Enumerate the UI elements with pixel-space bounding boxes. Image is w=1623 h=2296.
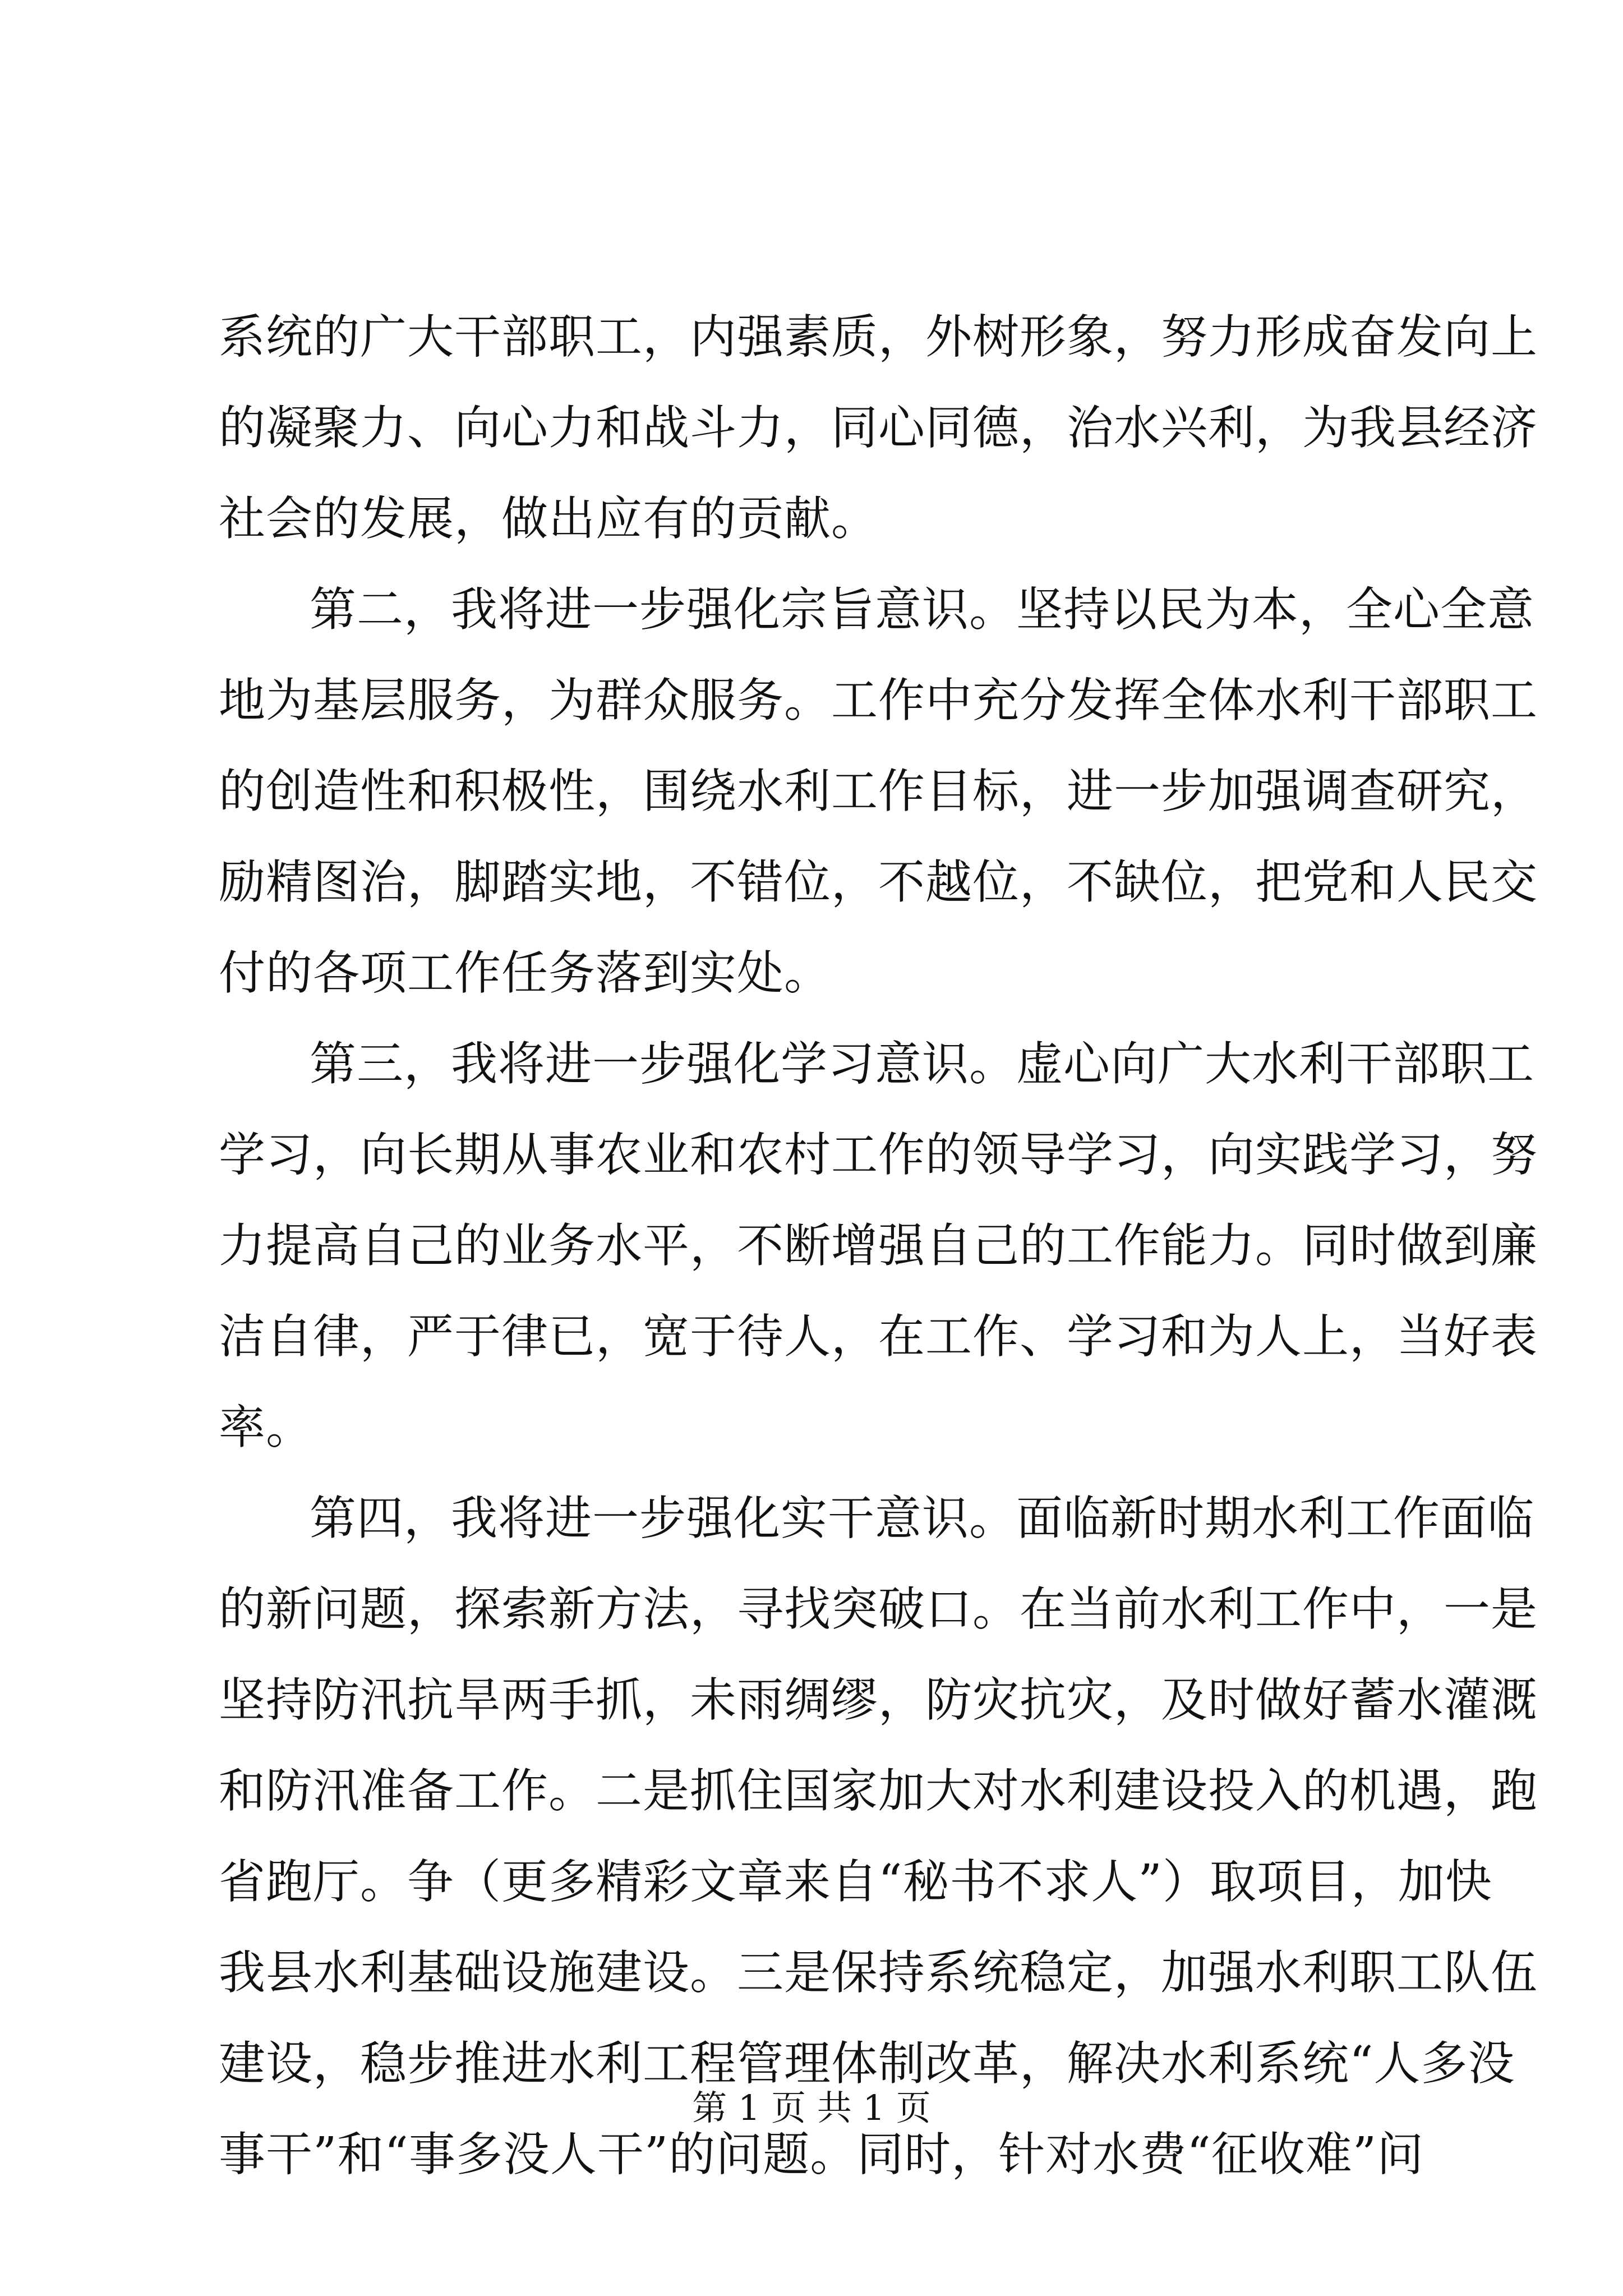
text-line: 率。 xyxy=(219,1400,313,1455)
paragraph-start-line: 第三，我将进一步强化学习意识。虚心向广大水利干部职工 xyxy=(310,1037,1534,1091)
text-line: 力提高自己的业务水平，不断增强自己的工作能力。同时做到廉 xyxy=(219,1218,1538,1273)
text-line: 付的各项工作任务落到实处。 xyxy=(219,946,831,1000)
page-footer xyxy=(0,2086,1623,2131)
text-line: 学习，向长期从事农业和农村工作的领导学习，向实践学习，努 xyxy=(219,1128,1538,1182)
page-number-label: 第 1 页 共 1 页 xyxy=(692,2087,931,2128)
text-line: 的新问题，探索新方法，寻找突破口。在当前水利工作中，一是 xyxy=(219,1582,1538,1636)
text-line: 省跑厅。争（更多精彩文章来自“秘书不求人”）取项目，加快 xyxy=(219,1855,1492,1909)
text-line: 的凝聚力、向心力和战斗力，同心同德，治水兴利，为我县经济 xyxy=(219,401,1538,455)
paragraph-start-line: 第二，我将进一步强化宗旨意识。坚持以民为本，全心全意 xyxy=(310,582,1534,637)
text-line: 洁自律，严于律已，宽于待人，在工作、学习和为人上，当好表 xyxy=(219,1309,1538,1364)
text-line: 和防汛准备工作。二是抓住国家加大对水利建设投入的机遇，跑 xyxy=(219,1764,1538,1818)
paragraph-start-line: 第四，我将进一步强化实干意识。面临新时期水利工作面临 xyxy=(310,1491,1534,1545)
text-line: 社会的发展，做出应有的贡献。 xyxy=(219,491,878,546)
text-line: 地为基层服务，为群众服务。工作中充分发挥全体水利干部职工 xyxy=(219,673,1538,728)
text-line: 坚持防汛抗旱两手抓，未雨绸缪，防灾抗灾，及时做好蓄水灌溉 xyxy=(219,1673,1538,1727)
text-line: 系统的广大干部职工，内强素质，外树形象，努力形成奋发向上 xyxy=(219,310,1538,364)
text-line: 的创造性和积极性，围绕水利工作目标，进一步加强调查研究， xyxy=(219,764,1538,818)
document-body xyxy=(219,292,1538,2200)
text-line: 建设，稳步推进水利工程管理体制改革，解决水利系统“人多没 xyxy=(219,2036,1515,2091)
text-line: 我县水利基础设施建设。三是保持系统稳定，加强水利职工队伍 xyxy=(219,1945,1538,2000)
text-line: 励精图治，脚踏实地，不错位，不越位，不缺位，把党和人民交 xyxy=(219,855,1538,909)
text-line: 事干”和“事多没人干”的问题。同时，针对水费“征收难”问 xyxy=(219,2127,1424,2182)
